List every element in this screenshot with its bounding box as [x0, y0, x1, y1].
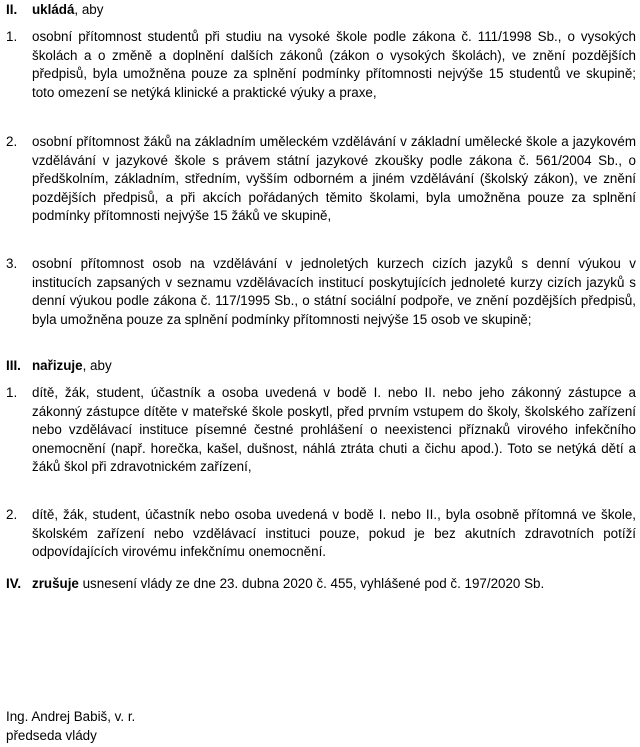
section-heading — [6, 1, 636, 20]
item-text: dítě, žák, student, účastník nebo osoba uvedená v bodě I. nebo II., byla osobně přítomná ve škole, školském zařízení nebo vzdělávací instituci pouze, pokud je bez akutních zdravotních potíží odpovídajících virovému infekčnímu onemocnění. — [32, 507, 636, 560]
item-text: osobní přítomnost osob na vzdělávání v jednoletých kurzech cizích jazyků s denní výukou v institucích zapsaných v seznamu vzdělávacích institucí poskytujících jednoleté kurzy cizích jazyků s denní výukou podle zákona č. 117/1995 Sb., o státní sociální podpoře, ve znění pozdějších předpisů, byla umožněna pouze za splnění podmínky přítomnosti nejvýše 15 osob ve skupině; — [32, 256, 636, 327]
item-number: 1. — [6, 385, 18, 400]
section-verb: ukládá — [32, 2, 75, 17]
list-item — [6, 133, 636, 226]
section-iii — [6, 357, 636, 376]
item-text: dítě, žák, student, účastník a osoba uvedená v bodě I. nebo II. nebo jeho zákonný zástupce a zákonný zástupce dítěte v mateřské škole poskytl, před prvním vstupem do školy, školského zařízení nebo vzdělávací instituce písemné čestné prohlášení o neexistenci příznaků virového infekčního onemocnění (např. horečka, kašel, dušnost, náhlá ztráta chuti a čichu apod.). Toto se netýká dětí a žáků škol při zdravotnickém zařízení, — [32, 385, 636, 475]
section-suffix: , aby — [74, 2, 104, 17]
section-verb: nařizuje — [32, 358, 83, 373]
section-number: IV. — [6, 576, 22, 591]
item-number: 3. — [6, 256, 18, 271]
signature-block — [6, 708, 135, 745]
section-ii — [6, 1, 636, 20]
item-number: 2. — [6, 507, 18, 522]
list-item — [6, 255, 636, 329]
item-number: 1. — [6, 29, 18, 44]
section-suffix: , aby — [82, 358, 112, 373]
list-item — [6, 384, 636, 477]
item-text: osobní přítomnost studentů při studiu na vysoké škole podle zákona č. 111/1998 Sb., o vysokých školách a o změně a doplnění dalších zákonů (zákon o vysokých školách), ve znění pozdějších předpisů, byla umožněna pouze za splnění podmínky přítomnosti nejvýše 15 studentů ve skupině; toto omezení se netýká klinické a praktické výuky a praxe, — [32, 29, 636, 100]
list-item — [6, 28, 636, 102]
section-iv — [6, 575, 636, 594]
signatory-name: Ing. Andrej Babiš, v. r. — [6, 709, 136, 724]
section-number: III. — [6, 358, 21, 373]
list-item — [6, 506, 636, 562]
signatory-title: předseda vlády — [6, 727, 97, 743]
section-suffix: usnesení vlády ze dne 23. dubna 2020 č. 455, vyhlášené pod č. 197/2020 Sb. — [78, 576, 545, 591]
item-text: osobní přítomnost žáků na základním uměleckém vzdělávání v základní umělecké škole a jazykovém vzdělávání v jazykové škole s právem státní jazykové zkoušky podle zákona č. 561/2004 Sb., o předškolním, základním, středním, vyšším odborném a jiném vzdělávání (školský zákon), ve znění pozdějších předpisů, a při akcích pořádaných těmito školami, byla umožněna pouze za splnění podmínky přítomnosti nejvýše 15 žáků ve skupině, — [32, 134, 636, 224]
section-heading — [6, 357, 636, 376]
section-verb: zrušuje — [32, 576, 79, 591]
section-heading — [6, 575, 636, 594]
section-number: II. — [6, 2, 18, 17]
item-number: 2. — [6, 134, 18, 149]
